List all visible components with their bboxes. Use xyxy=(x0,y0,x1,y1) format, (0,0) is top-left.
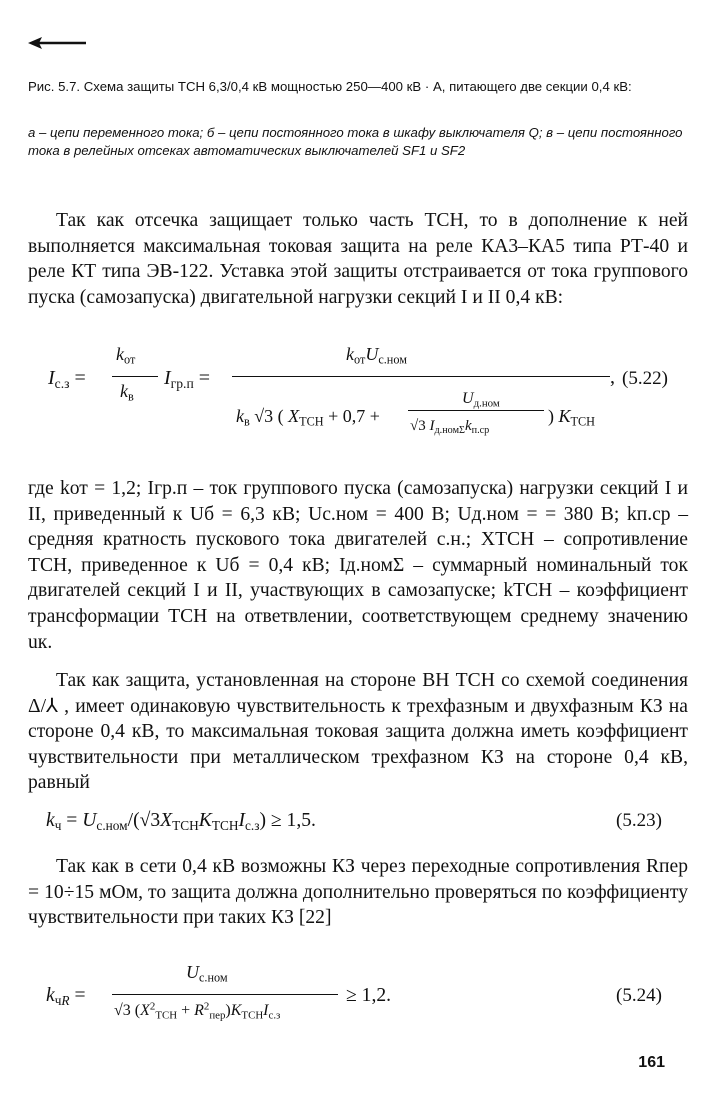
back-arrow-icon xyxy=(28,36,88,50)
figure-caption-legend xyxy=(28,124,688,160)
equation-number-5-24: (5.24) xyxy=(616,985,662,1006)
paragraph-3: Так как защита, установленная на стороне ВН ТСН со схемой соединения Δ/⅄ , имеет одинаковую чувствительность к трехфазным и двухфазным КЗ на стороне 0,4 кВ, то максимальная токовая защита должна иметь коэффициент чувствительности при металлическом трехфазном КЗ на стороне 0,4 кВ, равный xyxy=(28,670,688,794)
page-number: 161 xyxy=(638,1054,665,1071)
figure-caption-legend-text: а – цепи переменного тока; б – цепи постоянного тока в шкафу выключателя Q; в – цепи постоянного тока в релейных отсеках автоматических выключателей SF1 и SF2 xyxy=(28,125,683,158)
paragraph-2: где kот = 1,2; Iгр.п – ток группового пуска (самозапуска) нагрузки секций I и II, приведенный к Uб = 6,3 кВ; Uс.ном = 400 В; Uд.ном = = 380 В; kп.ср – средняя кратность пускового тока двигателей с.н.; XТСН – сопротивление ТСН, приведенное к Uб = 0,4 кВ; Iд.номΣ – суммарный номинальный ток двигателей секций I и II, участвующих в самозапуске; kТСН – коэффициент трансформации ТСН на ответвлении, соответствующем среднему значению uк. xyxy=(28,478,688,653)
paragraph-4: Так как в сети 0,4 кВ возможны КЗ через переходные сопротивления Rпер = 10÷15 мОм, то защита должна дополнительно проверяться по коэффициенту чувствительности при таких КЗ [22] xyxy=(28,856,688,929)
paragraph-1: Так как отсечка защищает только часть ТСН, то в дополнение к ней выполняется максимальная токовая защита на реле КА3–КА5 типа РТ-40 и реле КТ типа ЭВ-122. Уставка этой защиты отстраивается от тока группового пуска (самозапуска) двигательной нагрузки секций I и II 0,4 кВ: xyxy=(28,210,688,308)
figure-caption-title: Рис. 5.7. Схема защиты ТСН 6,3/0,4 кВ мощностью 250—400 кВ · А, питающего две секции 0,4 кВ: xyxy=(28,79,632,94)
equation-number-5-22: (5.22) xyxy=(622,368,668,389)
equation-number-5-23: (5.23) xyxy=(616,810,662,831)
